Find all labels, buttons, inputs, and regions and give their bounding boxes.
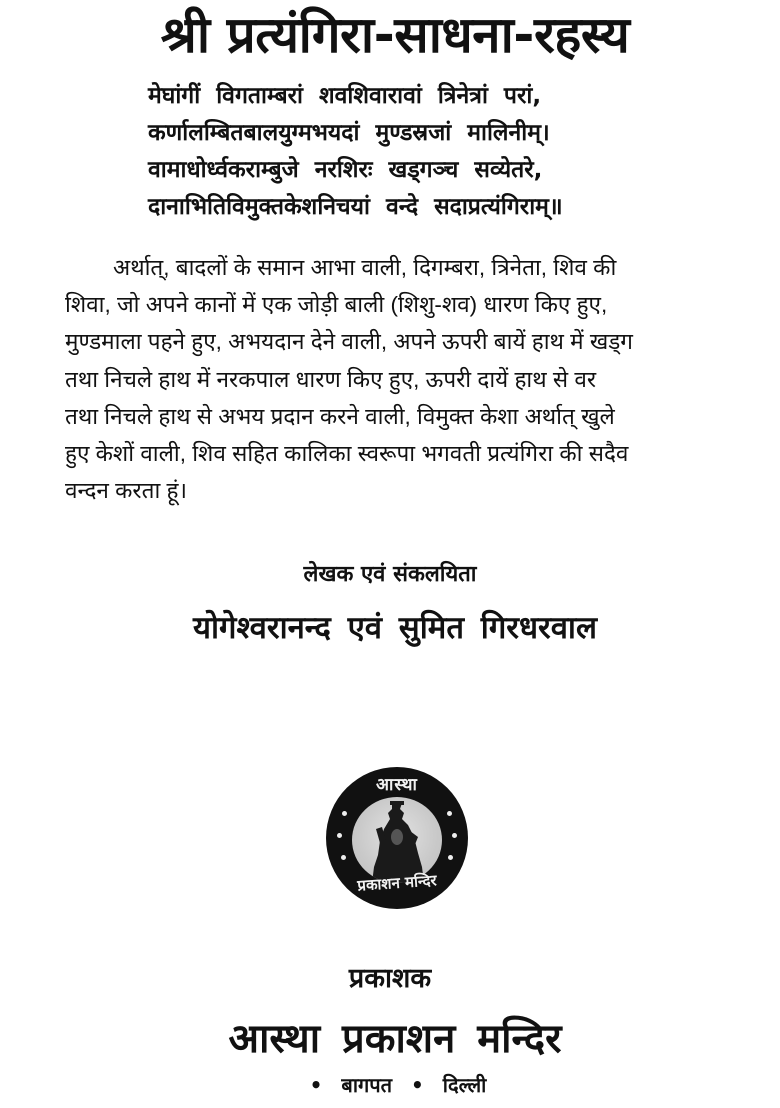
verse-line: दानाभितिविमुक्तकेशनिचयां वन्दे सदाप्रत्यंगिराम्॥ [148, 194, 563, 220]
author-names: योगेश्वरानन्द एवं सुमित गिरधरवाल [193, 610, 597, 646]
verse-line: कर्णालम्बितबालयुग्मभयदां मुण्डस्रजां मालिनीम्। [148, 120, 550, 146]
publisher-places [0, 1070, 780, 1100]
bullet-icon: • [411, 1073, 424, 1097]
publisher-name: आस्था प्रकाशन मन्दिर [228, 1016, 562, 1062]
paragraph-line: अर्थात्, बादलों के समान आभा वाली, दिगम्बरा, त्रिनेता, शिव की [113, 255, 617, 280]
page-title: श्री प्रत्यंगिरा-साधना-रहस्य [160, 6, 630, 64]
star-dot-icon [448, 855, 453, 860]
place-delhi: दिल्ली [442, 1073, 487, 1097]
star-dot-icon [341, 855, 346, 860]
star-dot-icon [447, 811, 452, 816]
paragraph-line: तथा निचले हाथ में नरकपाल धारण किए हुए, ऊपरी दायें हाथ से वर [65, 366, 597, 392]
publisher-emblem-icon [326, 767, 468, 909]
paragraph-line: वन्दन करता हूं। [65, 478, 188, 504]
sanskrit-verse [148, 78, 728, 226]
author-label: लेखक एवं संकलयिता [303, 562, 477, 587]
star-dot-icon [452, 833, 457, 838]
emblem-bottom-text: प्रकाशन मन्दिर [356, 871, 438, 895]
place-baghpat: बागपत [341, 1073, 393, 1097]
bullet-icon: • [309, 1073, 323, 1097]
paragraph-line: तथा निचले हाथ से अभय प्रदान करने वाली, विमुक्त केशा अर्थात् खुले [65, 403, 615, 429]
paragraph-line: शिवा, जो अपने कानों में एक जोड़ी बाली (शिशु-शव) धारण किए हुए, [65, 292, 608, 318]
verse-line: मेघांगीं विगताम्बरां शवशिवारावां त्रिनेत्रां परां, [148, 83, 542, 109]
verse-line: वामाधोर्ध्वकराम्बुजे नरशिरः खड्गञ्च सव्येतरे, [148, 157, 543, 183]
paragraph-line: मुण्डमाला पहने हुए, अभयदान देने वाली, अपने ऊपरी बायें हाथ में खड्ग [65, 329, 633, 355]
star-dot-icon [337, 833, 342, 838]
translation-paragraph [65, 249, 725, 509]
paragraph-line: हुए केशों वाली, शिव सहित कालिका स्वरूपा भगवती प्रत्यंगिरा की सदैव [65, 440, 629, 466]
emblem-top-text: आस्था [376, 775, 418, 795]
publisher-label: प्रकाशक [348, 963, 432, 994]
star-dot-icon [342, 811, 347, 816]
